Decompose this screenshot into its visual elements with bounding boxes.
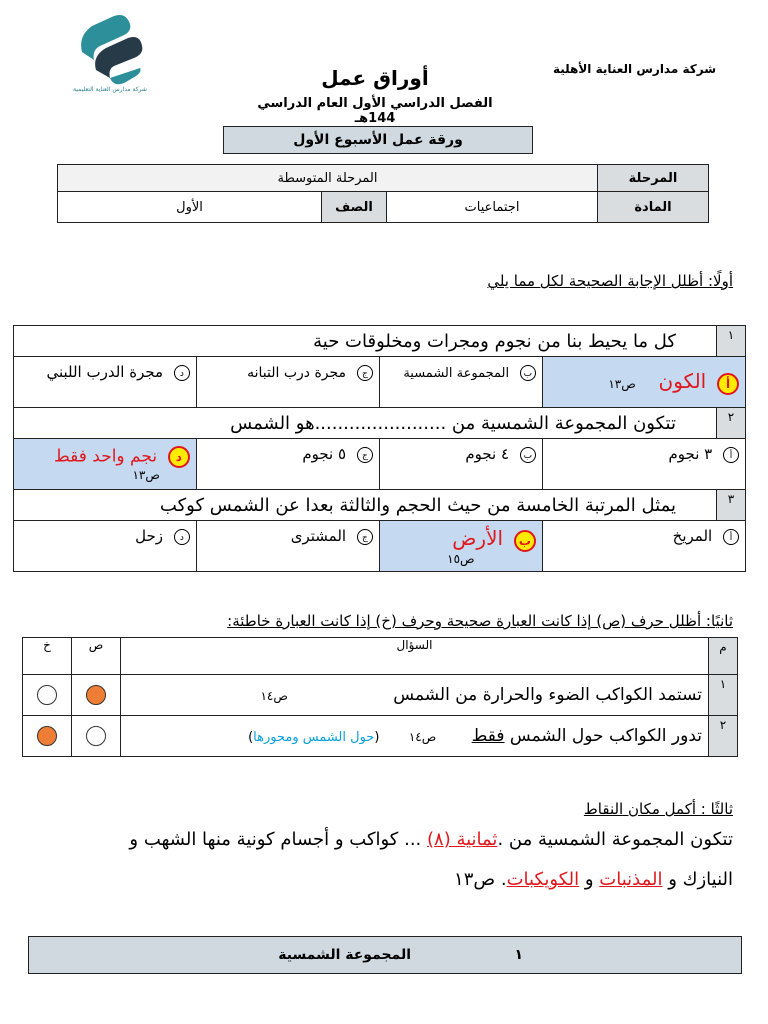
row-number: ١ (709, 675, 738, 716)
mcq-table (13, 325, 746, 572)
option-letter: ب (520, 447, 536, 463)
true-circle-icon[interactable] (86, 726, 106, 746)
page-reference: ص١٤ (260, 689, 288, 703)
option-text: المجموعة الشمسية (403, 366, 510, 381)
option-letter: ب (514, 530, 536, 552)
option-letter: أ (717, 373, 739, 395)
false-option[interactable] (23, 716, 72, 757)
stage-value: المرحلة المتوسطة (58, 165, 598, 192)
option-text: الأرض (452, 526, 504, 551)
fill-answer: ثمانية (٨) (427, 829, 498, 850)
fill-line-2 (33, 866, 733, 894)
semester-line: الفصل الدراسي الأول العام الدراسي 144هـ (257, 96, 493, 126)
false-option[interactable] (23, 675, 72, 716)
question-text: كل ما يحيط بنا من نجوم ومجرات ومخلوقات حية (14, 326, 717, 357)
statement-cell (121, 716, 709, 757)
section3-title: ثالثًا : أكمل مكان النقاط (583, 800, 733, 818)
option-cell[interactable] (542, 439, 745, 490)
option-letter: ج (357, 529, 373, 545)
week-banner: ورقة عمل الأسبوع الأول (223, 126, 533, 154)
question-number: ٣ (717, 490, 746, 521)
statement-text: تدور الكواكب حول الشمس (504, 726, 702, 746)
fill-answer: الكويكبات (506, 869, 580, 890)
fill-line-1 (33, 826, 733, 854)
option-cell[interactable] (542, 357, 745, 408)
option-text: مجرة درب التبانه (247, 365, 347, 381)
option-cell[interactable] (14, 439, 197, 490)
option-letter: أ (723, 529, 739, 545)
lesson-title: المجموعة الشمسية (278, 947, 411, 963)
page-reference: ص١٣ (608, 377, 636, 392)
correction-text: حول الشمس ومحورها (253, 730, 375, 745)
subject-label: المادة (598, 192, 709, 223)
option-letter: أ (723, 447, 739, 463)
page-reference: ص١٤ (408, 730, 437, 744)
grade-value: الأول (58, 192, 322, 223)
true-circle-icon[interactable] (86, 685, 106, 705)
option-cell[interactable] (196, 521, 379, 572)
option-cell[interactable] (542, 521, 745, 572)
school-logo (70, 12, 150, 112)
header-number: م (709, 638, 738, 675)
option-letter: ج (357, 365, 373, 381)
company-name: شركة مدارس العناية الأهلية (552, 62, 716, 76)
header-true: ص (72, 638, 121, 675)
fill-text: ... كواكب و أجسام كونية منها الشهب و (129, 829, 427, 850)
page-reference: ص١٣ (132, 468, 160, 482)
fill-text: النيازك و (662, 869, 733, 890)
option-cell[interactable] (14, 521, 197, 572)
lesson-number: ١ (514, 947, 523, 963)
option-text: الكون (658, 369, 707, 394)
fill-text: تتكون المجموعة الشمسية من . (497, 829, 733, 850)
true-false-table (22, 637, 738, 757)
option-text: مجرة الدرب اللبني (46, 363, 164, 381)
lesson-banner (28, 936, 742, 974)
option-cell[interactable] (379, 357, 542, 408)
page-reference: . ص١٣ (454, 869, 507, 890)
question-number: ١ (717, 326, 746, 357)
option-letter: د (174, 365, 190, 381)
stage-label: المرحلة (598, 165, 709, 192)
question-number: ٢ (717, 408, 746, 439)
row-number: ٢ (709, 716, 738, 757)
subject-value: اجتماعيات (387, 192, 598, 223)
option-text: المشترى (290, 527, 347, 545)
fill-answer: المذنبات (599, 869, 663, 890)
section1-title: أولًا: أظلل الإجابة الصحيحة لكل مما يلي (487, 272, 733, 290)
header-false: خ (23, 638, 72, 675)
statement-text: تستمد الكواكب الضوء والحرارة من الشمس (393, 685, 702, 705)
option-cell[interactable] (379, 521, 542, 572)
option-cell[interactable] (196, 357, 379, 408)
fill-text: و (579, 869, 600, 890)
option-letter: ج (357, 447, 373, 463)
info-table (57, 164, 709, 223)
option-letter: ب (520, 365, 536, 381)
option-text: المريخ (672, 527, 713, 545)
statement-underlined: فقط (471, 726, 505, 746)
option-cell[interactable] (196, 439, 379, 490)
question-text: يمثل المرتبة الخامسة من حيث الحجم والثالثة بعدا عن الشمس كوكب (14, 490, 717, 521)
false-circle-icon[interactable] (37, 726, 57, 746)
statement-cell (121, 675, 709, 716)
option-letter: د (168, 446, 190, 468)
true-option[interactable] (72, 675, 121, 716)
page-reference: ص١٥ (447, 551, 475, 566)
option-text: ٥ نجوم (302, 445, 347, 463)
option-text: ٣ نجوم (668, 445, 713, 463)
option-text: زحل (135, 527, 164, 545)
section2-title: ثانيًا: أظلل حرف (ص) إذا كانت العبارة صحيحة وحرف (خ) إذا كانت العبارة خاطئة: (227, 612, 733, 630)
option-cell[interactable] (379, 439, 542, 490)
logo-caption: شركة مدارس العناية التعليمية (73, 86, 147, 93)
correction: (حول الشمس ومحورها) (248, 730, 380, 745)
true-option[interactable] (72, 716, 121, 757)
header-question: السؤال (121, 638, 709, 675)
page-title: أوراق عمل (321, 66, 429, 90)
option-text: ٤ نجوم (465, 445, 510, 463)
option-text: نجم واحد فقط (54, 446, 158, 467)
grade-label: الصف (322, 192, 387, 223)
question-text: تتكون المجموعة الشمسية من .......................هو الشمس (14, 408, 717, 439)
option-letter: د (174, 529, 190, 545)
option-cell[interactable] (14, 357, 197, 408)
false-circle-icon[interactable] (37, 685, 57, 705)
